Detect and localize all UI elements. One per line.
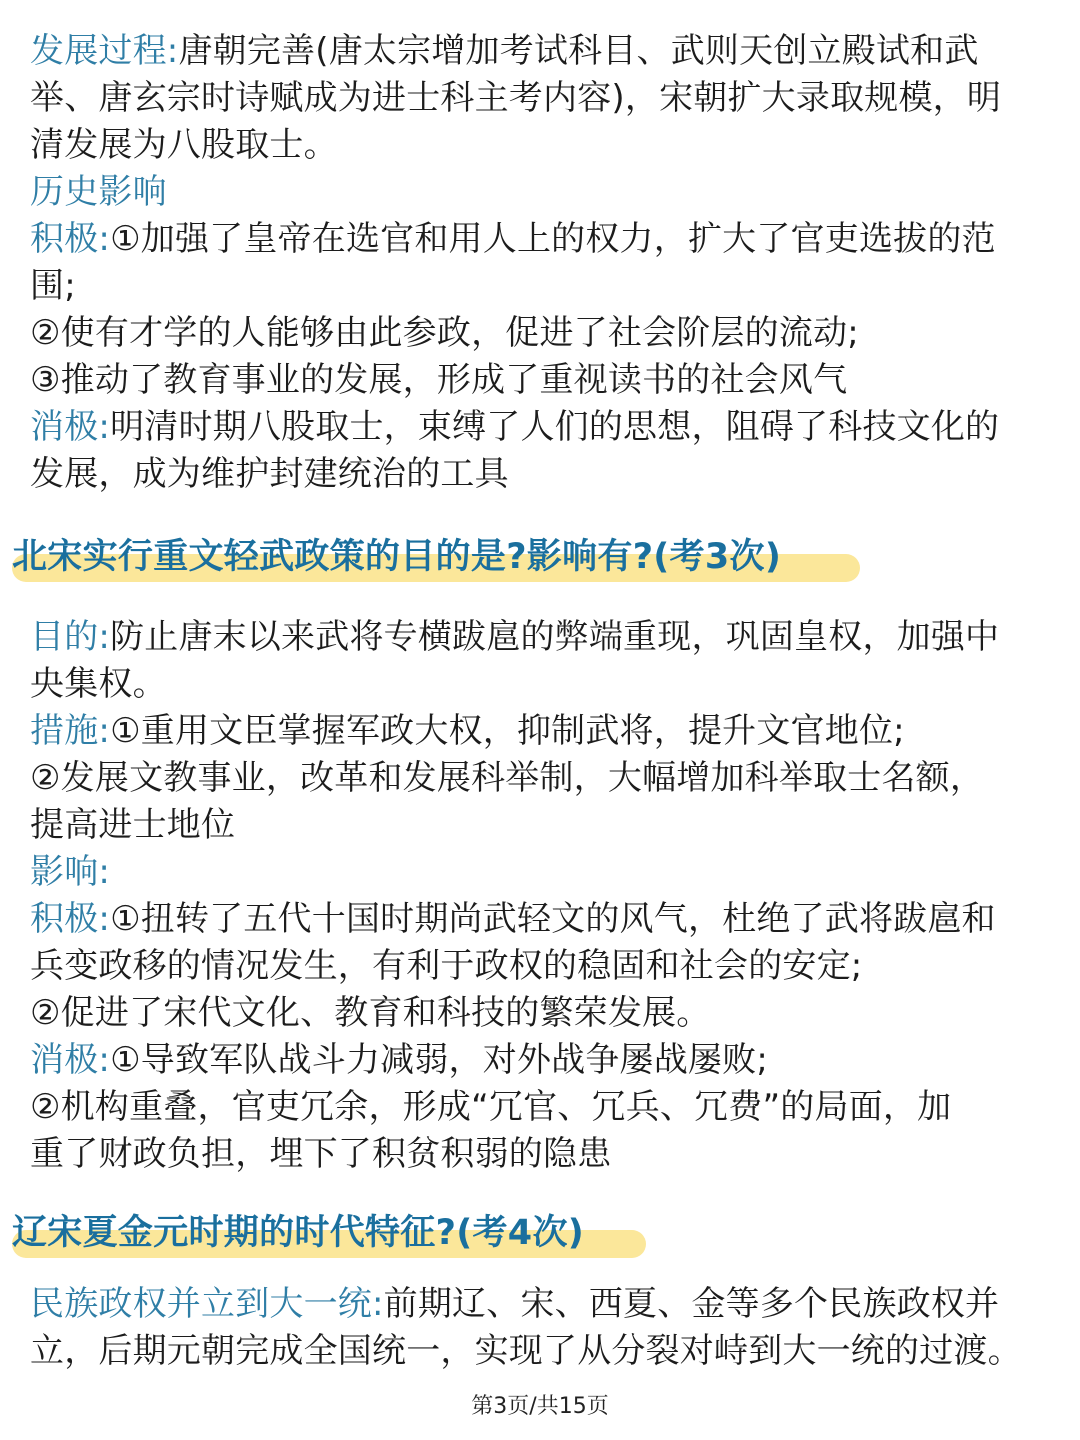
feature-text: 前期辽、宋、西夏、金等多个民族政权并: [383, 1284, 1000, 1324]
paragraph-line: [30, 896, 1055, 943]
history-impact-label: 历史影响: [30, 172, 167, 212]
dev-process-label: 发展过程:: [30, 31, 179, 71]
feature-label: 民族政权并立到大一统:: [30, 1284, 384, 1324]
negative-text: 明清时期八股取士，束缚了人们的思想，阻碍了科技文化的: [110, 407, 1000, 447]
positive-label: 积极:: [30, 219, 111, 259]
paragraph-line: [30, 28, 1055, 75]
purpose-label: 目的:: [30, 617, 111, 657]
paragraph-line: [30, 708, 1055, 755]
paragraph-line: 兵变政移的情况发生，有利于政权的稳固和社会的安定;: [30, 946, 863, 986]
section-heading-era-features: [12, 1210, 646, 1256]
dev-process-text: 唐朝完善(唐太宗增加考试科目、武则天创立殿试和武: [178, 31, 979, 71]
paragraph-line: [30, 614, 1055, 661]
section-song-policy: [30, 614, 1055, 1178]
paragraph-line: ③推动了教育事业的发展，形成了重视读书的社会风气: [30, 360, 848, 400]
measure-label: 措施:: [30, 711, 111, 751]
impact-label: [30, 169, 1055, 216]
impact-label: [30, 849, 1055, 896]
paragraph-line: 重了财政负担，埋下了积贫积弱的隐患: [30, 1134, 612, 1174]
paragraph-line: [30, 1281, 1055, 1328]
paragraph-line: [30, 216, 1055, 263]
paragraph-line: 举、唐玄宗时诗赋成为进士科主考内容)，宋朝扩大录取规模，明: [30, 78, 1002, 118]
paragraph-line: ②促进了宋代文化、教育和科技的繁荣发展。: [30, 993, 711, 1033]
paragraph-line: ②发展文教事业，改革和发展科举制，大幅增加科举取士名额，: [30, 758, 985, 798]
page-indicator: 第3页/共15页: [471, 1394, 609, 1419]
negative-label: 消极:: [30, 407, 111, 447]
heading-text: 辽宋夏金元时期的时代特征?(考4次): [12, 1213, 585, 1253]
paragraph-line: [30, 1037, 1055, 1084]
paragraph-line: ②机构重叠，官吏冗余，形成“冗官、冗兵、冗费”的局面，加: [30, 1087, 952, 1127]
paragraph-line: 央集权。: [30, 664, 167, 704]
measure-text: ①重用文臣掌握军政大权，抑制武将，提升文官地位;: [110, 711, 905, 751]
positive-text: ①加强了皇帝在选官和用人上的权力，扩大了官吏选拔的范: [110, 219, 996, 259]
section-keju-development: [30, 28, 1055, 498]
section-era-features: [30, 1281, 1055, 1375]
positive-label: 积极:: [30, 899, 111, 939]
paragraph-line: 清发展为八股取士。: [30, 125, 338, 165]
heading-text: 北宋实行重文轻武政策的目的是?影响有?(考3次): [12, 537, 782, 577]
impact-label-text: 影响:: [30, 852, 111, 892]
section-heading-song-policy: [12, 534, 860, 580]
negative-label: 消极:: [30, 1040, 111, 1080]
purpose-text: 防止唐末以来武将专横跋扈的弊端重现，巩固皇权，加强中: [110, 617, 1000, 657]
paragraph-line: 立，后期元朝完成全国统一，实现了从分裂对峙到大一统的过渡。: [30, 1331, 1022, 1371]
negative-text: ①导致军队战斗力减弱，对外战争屡战屡败;: [110, 1040, 768, 1080]
paragraph-line: [30, 404, 1055, 451]
paragraph-line: 提高进士地位: [30, 805, 236, 845]
positive-text: ①扭转了五代十国时期尚武轻文的风气，杜绝了武将跋扈和: [110, 899, 996, 939]
paragraph-line: 围;: [30, 266, 76, 306]
paragraph-line: 发展，成为维护封建统治的工具: [30, 454, 509, 494]
paragraph-line: ②使有才学的人能够由此参政，促进了社会阶层的流动;: [30, 313, 859, 353]
